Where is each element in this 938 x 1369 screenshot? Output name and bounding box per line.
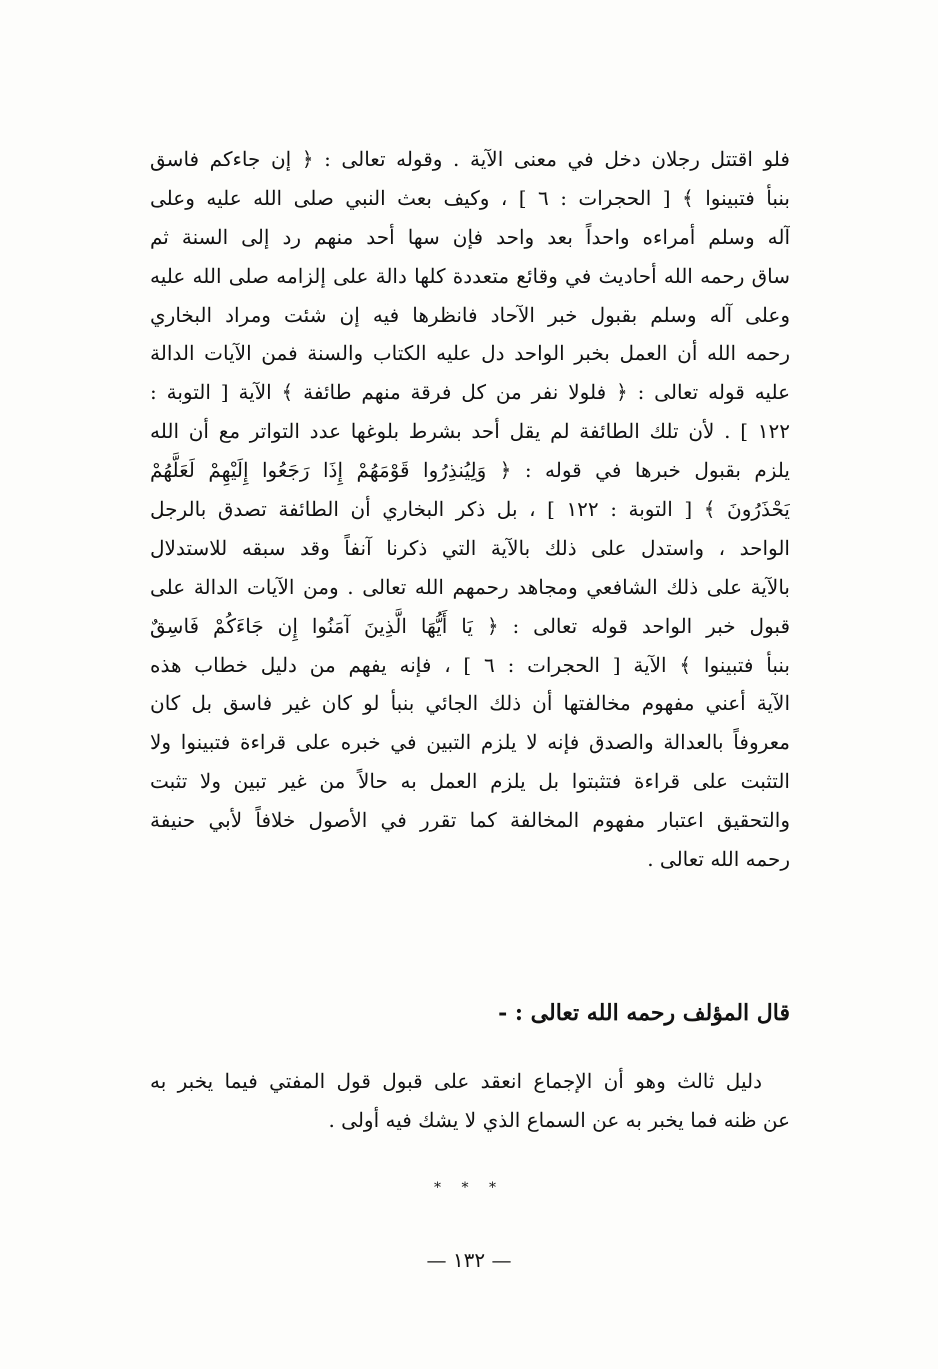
body-paragraph — [150, 140, 790, 879]
text-line: بالآية على ذلك الشافعي ومجاهد رحمهم الله تعالى . ومن الآيات الدالة على — [150, 574, 790, 599]
text-line: بنبأ فتبينوا ﴾ الآية [ الحجرات : ٦ ] ، فإنه يفهم من دليل خطاب هذه — [150, 652, 790, 677]
text-line: بنبأ فتبينوا ﴾ [ الحجرات : ٦ ] ، وكيف بعث النبي صلى الله عليه وعلى — [150, 185, 790, 210]
text-line: يلزم بقبول خبرها في قوله : ﴿ وَلِيُنذِرُوا قَوْمَهُمْ إِذَا رَجَعُوا إِلَيْهِمْ لَعَلَّهُمْ — [150, 458, 790, 483]
section-heading: قال المؤلف رحمه الله تعالى : - — [498, 1000, 790, 1026]
text-line: الآية أعني مفهوم مخالفتها أن ذلك الجائي بنبأ لو كان غير فاسق بل كان — [150, 691, 790, 716]
text-line: التثبت على قراءة فتثبتوا بل يلزم العمل به حالاً من غير تبين ولا تثبت — [150, 769, 790, 794]
author-quote-paragraph — [150, 1062, 790, 1140]
text-line: يَحْذَرُونَ ﴾ [ التوبة : ١٢٢ ] ، بل ذكر البخاري أن الطائفة تصدق بالرجل — [150, 497, 790, 522]
text-line: قبول خبر الواحد قوله تعالى : ﴿ يَا أَيُّهَا الَّذِينَ آمَنُوا إِن جَاءَكُمْ فَاسِقٌ — [150, 613, 790, 638]
text-line: عليه قوله تعالى : ﴿ فلولا نفر من كل فرقة منهم طائفة ﴾ الآية [ التوبة : — [150, 380, 790, 405]
text-line: فلو اقتتل رجلان دخل في معنى الآية . وقوله تعالى : ﴿ إن جاءكم فاسق — [150, 147, 790, 171]
text-line: الواحد ، واستدل على ذلك بالآية التي ذكرنا آنفاً وقد سبقه للاستدلال — [150, 535, 790, 560]
text-line: رحمه الله أن العمل بخبر الواحد دل عليه الكتاب والسنة فمن الآيات الدالة — [150, 341, 790, 366]
text-line: معروفاً بالعدالة والصدق فإنه لا يلزم التبين في خبره على قراءة فتبينوا ولا — [150, 730, 790, 755]
text-line: رحمه الله تعالى . — [647, 847, 790, 872]
text-line: وعلى آله وسلم بقبول خبر الآحاد فانظرها فيه إن شئت ومراد البخاري — [150, 302, 790, 327]
text-line: عن ظنه فما يخبر به عن السماع الذي لا يشك فيه أولى . — [328, 1107, 790, 1132]
page-number: — ١٣٢ — — [426, 1248, 512, 1272]
section-separator: * * * — [434, 1180, 504, 1196]
text-line: آله وسلم أمراءه واحداً بعد واحد فإن سها أحد منهم رد إلى السنة ثم — [150, 224, 790, 249]
text-line: دليل ثالث وهو أن الإجماع انعقد على قبول قول المفتي فيما يخبر به — [150, 1069, 762, 1093]
text-line: ساق رحمه الله أحاديث في وقائع متعددة كلها دالة على إلزامه صلى الله عليه — [150, 263, 790, 288]
text-line: والتحقيق اعتبار مفهوم المخالفة كما تقرر في الأصول خلافاً لأبي حنيفة — [150, 808, 790, 833]
text-line: ١٢٢ ] . لأن تلك الطائفة لم يقل أحد بشرط بلوغها عدد التواتر مع أن الله — [150, 419, 790, 444]
